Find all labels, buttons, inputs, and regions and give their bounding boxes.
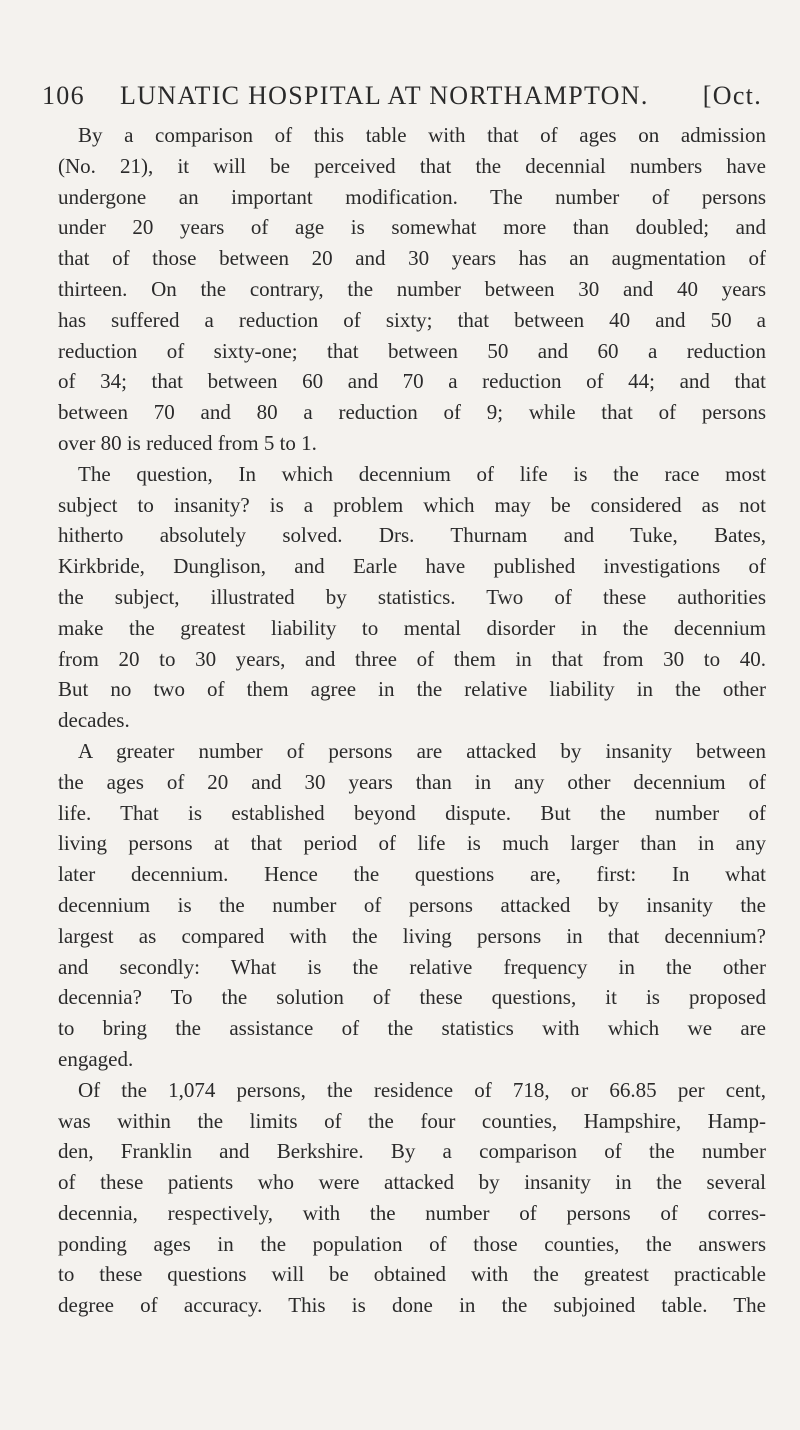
text-line: living persons at that period of life is much larger than in any <box>58 831 766 856</box>
text-line: reduction of sixty-one; that between 50 and 60 a reduction <box>58 338 766 363</box>
text-line: thirteen. On the contrary, the number between 30 and 40 years <box>58 276 766 301</box>
text-line: has suffered a reduction of sixty; that between 40 and 50 a <box>58 307 766 332</box>
text-line: decennia? To the solution of these questions, it is proposed <box>58 985 766 1010</box>
text-line: By a comparison of this table with that of ages on admission <box>78 123 766 147</box>
body-text <box>58 120 766 1321</box>
text-line: the subject, illustrated by statistics. Two of these authorities <box>58 584 766 609</box>
text-line: to bring the assistance of the statistics with which we are <box>58 1016 766 1041</box>
text-line: of 34; that between 60 and 70 a reduction of 44; and that <box>58 369 766 394</box>
paragraph-3 <box>58 736 766 1075</box>
text-line: was within the limits of the four counties, Hampshire, Hamp- <box>58 1108 766 1133</box>
paragraph-2 <box>58 459 766 736</box>
paragraph-4 <box>58 1075 766 1321</box>
text-line: between 70 and 80 a reduction of 9; while that of persons <box>58 400 766 425</box>
text-line: make the greatest liability to mental disorder in the decennium <box>58 615 766 640</box>
text-line: over 80 is reduced from 5 to 1. <box>58 430 317 455</box>
text-line: decades. <box>58 708 130 733</box>
text-line: subject to insanity? is a problem which may be considered as not <box>58 492 766 517</box>
text-line: decennium is the number of persons attacked by insanity the <box>58 892 766 917</box>
paragraph-1 <box>58 120 766 459</box>
text-line: The question, In which decennium of life is the race most <box>78 461 766 486</box>
text-line: den, Franklin and Berkshire. By a comparison of the number <box>58 1139 766 1164</box>
text-line: of these patients who were attacked by insanity in the several <box>58 1170 766 1195</box>
page-number: 106 <box>42 81 85 110</box>
text-line: degree of accuracy. This is done in the subjoined table. The <box>58 1293 766 1318</box>
running-header <box>30 76 770 116</box>
text-line: undergone an important modification. The number of persons <box>58 184 766 209</box>
text-line: decennia, respectively, with the number of persons of corres- <box>58 1200 766 1225</box>
text-line: life. That is established beyond dispute. But the number of <box>58 800 766 825</box>
header-month: [Oct. <box>702 81 762 110</box>
text-line: engaged. <box>58 1046 134 1071</box>
text-line: later decennium. Hence the questions are, first: In what <box>58 862 766 887</box>
text-line: that of those between 20 and 30 years has an augmentation of <box>58 246 766 271</box>
running-title: LUNATIC HOSPITAL AT NORTHAMPTON. <box>120 81 649 110</box>
text-line: from 20 to 30 years, and three of them in that from 30 to 40. <box>58 646 766 671</box>
text-line: (No. 21), it will be perceived that the decennial numbers have <box>58 153 766 178</box>
text-line: and secondly: What is the relative frequency in the other <box>58 954 766 979</box>
text-line: A greater number of persons are attacked by insanity between <box>78 738 766 763</box>
text-line: to these questions will be obtained with the greatest practicable <box>58 1262 766 1287</box>
text-line: But no two of them agree in the relative liability in the other <box>58 677 766 702</box>
text-line: hitherto absolutely solved. Drs. Thurnam and Tuke, Bates, <box>58 523 766 548</box>
text-line: the ages of 20 and 30 years than in any other decennium of <box>58 769 766 794</box>
text-line: Kirkbride, Dunglison, and Earle have published investigations of <box>58 554 766 579</box>
text-line: largest as compared with the living persons in that decennium? <box>58 923 766 948</box>
text-line: ponding ages in the population of those counties, the answers <box>58 1231 766 1256</box>
text-line: Of the 1,074 persons, the residence of 718, or 66.85 per cent, <box>78 1077 766 1102</box>
text-line: under 20 years of age is somewhat more than doubled; and <box>58 215 766 240</box>
